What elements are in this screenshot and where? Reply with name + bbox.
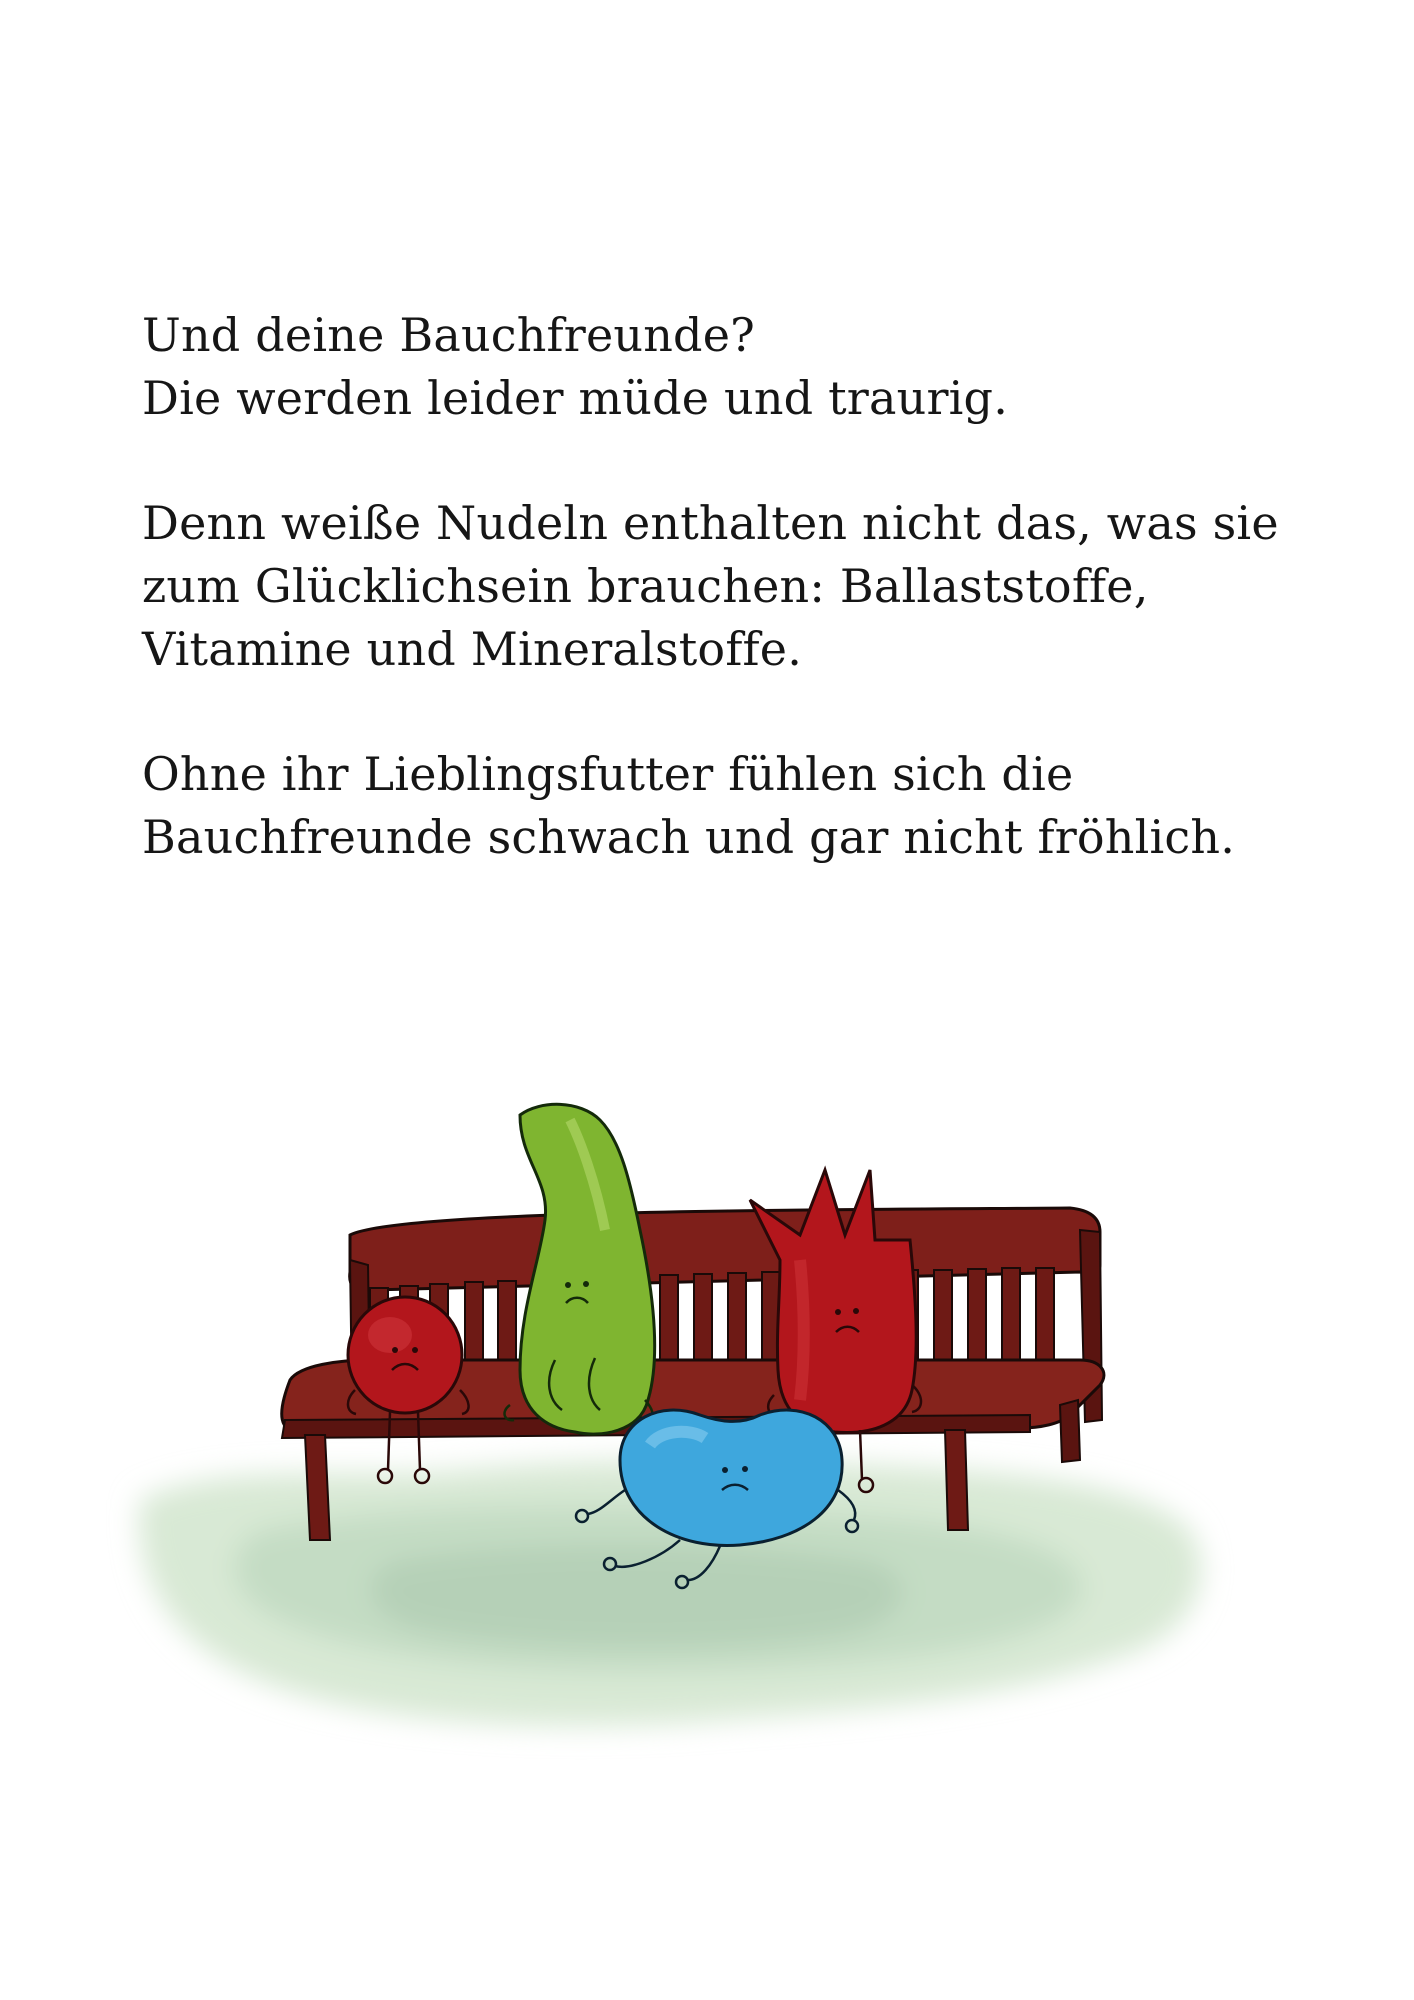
text-line: Vitamine und Mineralstoffe. [142, 622, 803, 676]
bench-leg [945, 1430, 968, 1530]
story-text [142, 304, 1322, 931]
bench-leg [305, 1435, 330, 1540]
text-line: zum Glücklichsein brauchen: Ballaststoffe, [142, 559, 1149, 613]
text-line: Und deine Bauchfreunde? [142, 308, 755, 362]
paragraph-1 [142, 304, 1322, 430]
text-line: Bauchfreunde schwach und gar nicht fröhlich. [142, 810, 1236, 864]
paragraph-2 [142, 492, 1322, 681]
text-line: Ohne ihr Lieblingsfutter fühlen sich die [142, 747, 1074, 801]
bench-backrest-top [350, 1208, 1100, 1290]
text-line: Denn weiße Nudeln enthalten nicht das, was sie [142, 496, 1279, 550]
text-line: Die werden leider müde und traurig. [142, 371, 1009, 425]
bench-leg [1060, 1400, 1080, 1462]
red-round-friend [348, 1297, 469, 1483]
paragraph-3 [142, 743, 1322, 869]
bench-illustration [100, 1060, 1240, 1800]
